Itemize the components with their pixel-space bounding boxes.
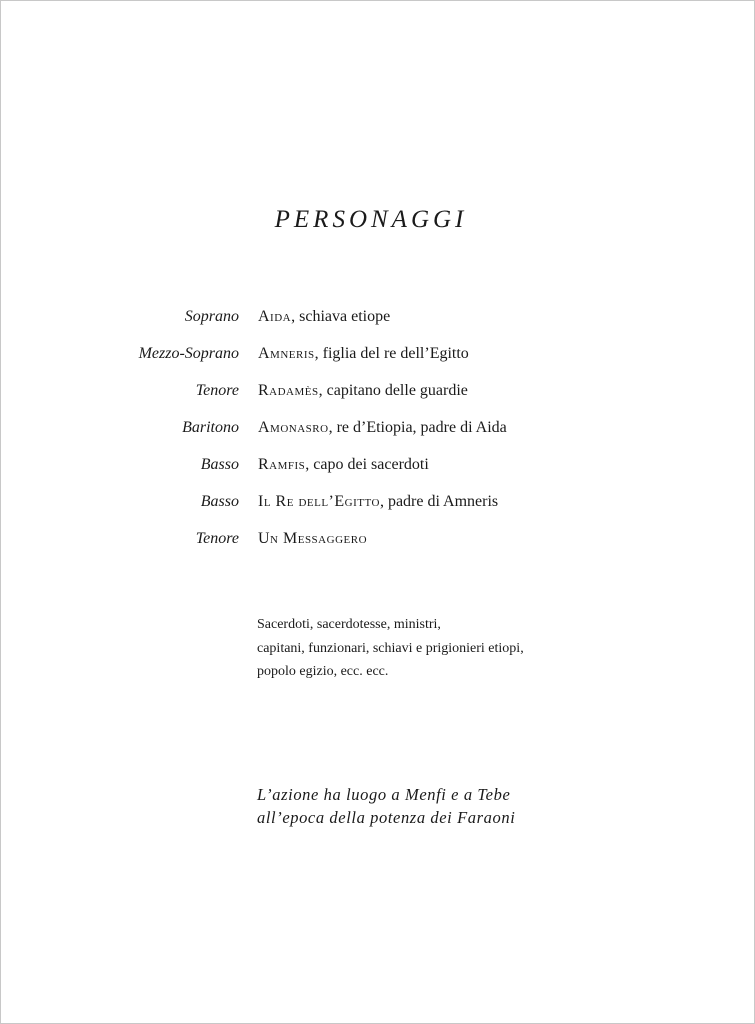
- voice-type: Soprano: [184, 308, 239, 325]
- voice-type: Baritono: [182, 419, 239, 436]
- cast-row-radames: [1, 378, 755, 415]
- voice-type: Basso: [200, 493, 239, 510]
- cast-row-amneris: [1, 341, 755, 378]
- character-name: Amneris: [258, 345, 315, 362]
- chorus-line: popolo egizio, ecc. ecc.: [257, 664, 389, 679]
- character-description: , capitano delle guardie: [318, 382, 468, 399]
- character-name: Aida: [258, 308, 292, 325]
- character-name: Ramfis: [258, 456, 306, 473]
- voice-type: Tenore: [195, 382, 239, 399]
- character-description: , figlia del re dell’Egitto: [314, 345, 469, 362]
- cast-row-aida: [1, 304, 755, 341]
- character: [258, 378, 468, 404]
- character: [258, 341, 469, 367]
- character: [258, 304, 390, 330]
- character: [258, 526, 367, 552]
- character: [258, 415, 507, 441]
- setting-line: all’epoca della potenza dei Faraoni: [257, 807, 516, 827]
- chorus-list: [257, 613, 524, 684]
- character-description: , re d’Etiopia, padre di Aida: [328, 419, 507, 436]
- character-description: , padre di Amneris: [379, 493, 499, 510]
- cast-row-ramfis: [1, 452, 755, 489]
- chorus-line: Sacerdoti, sacerdotesse, ministri,: [257, 617, 441, 632]
- setting-line: L’azione ha luogo a Menfi e a Tebe: [257, 785, 511, 804]
- character-name: Amonasro: [258, 419, 329, 436]
- voice-type: Tenore: [195, 530, 239, 547]
- page-title: PERSONAGGI: [274, 206, 468, 233]
- voice-type: Mezzo-Soprano: [138, 345, 239, 362]
- character-description: , schiava etiope: [291, 308, 391, 325]
- character: [258, 452, 429, 478]
- voice-type: Basso: [200, 456, 239, 473]
- cast-row-messaggero: [1, 526, 755, 563]
- cast-row-re: [1, 489, 755, 526]
- character-name: Il Re dell’Egitto: [258, 493, 380, 510]
- setting-note: [257, 784, 515, 829]
- character: [258, 489, 498, 515]
- character-description: , capo dei sacerdoti: [305, 456, 429, 473]
- chorus-line: capitani, funzionari, schiavi e prigionieri etiopi,: [257, 640, 524, 656]
- character-name: Un Messaggero: [258, 530, 368, 547]
- character-name: Radamès: [258, 382, 319, 399]
- cast-list: [1, 304, 755, 563]
- cast-row-amonasro: [1, 415, 755, 452]
